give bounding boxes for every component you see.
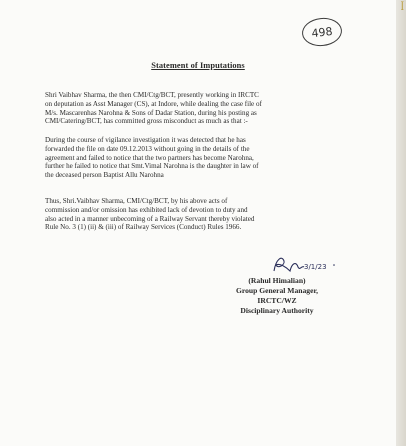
- paragraph-3-line: Rule No. 3 (1) (ii) & (iii) of Railway Services (Conduct) Rules 1966.: [45, 223, 242, 232]
- paragraph-1: [45, 91, 345, 126]
- paragraph-1-line: on deputation as Asst Manager (CS), at Indore, while dealing the case file of: [45, 99, 262, 108]
- signatory-block: [217, 276, 337, 316]
- paragraph-1-line: Shri Vaibhav Sharma, the then CMI/Ctg/BCT, presently working in IRCTC: [45, 91, 259, 99]
- paragraph-1-line: CMI/Catering/BCT, has committed gross misconduct as much as that :-: [45, 117, 248, 126]
- paragraph-2-line: the deceased person Baptist Allu Narohna: [45, 171, 164, 180]
- signatory-office: IRCTC/WZ: [257, 296, 297, 305]
- signatory-name: (Rahul Himalian): [248, 276, 306, 285]
- signature-date: 3/1/23: [304, 263, 327, 271]
- paragraph-2-line: During the course of vigilance investigation it was detected that he has: [45, 136, 246, 144]
- page-edge: [396, 0, 406, 446]
- paragraph-3: [45, 197, 345, 232]
- paragraph-3-line: Thus, Shri.Vaibhav Sharma, CMI/Ctg/BCT, by his above acts of: [45, 197, 228, 205]
- signatory-designation: Group General Manager,: [235, 286, 319, 295]
- handwritten-signature: [270, 253, 340, 277]
- signatory-role: Disciplinary Authority: [240, 306, 314, 315]
- paragraph-2: [45, 136, 345, 180]
- document-title: Statement of Imputations: [151, 61, 245, 70]
- paragraph-3-line: also acted in a manner unbecoming of a Railway Servant thereby violated: [45, 214, 255, 223]
- page-number-stamp: [301, 16, 344, 48]
- paragraph-2-line: forwarded the file on date 09.12.2013 without going in the details of the: [45, 144, 250, 153]
- paragraph-2-line: further he failed to notice that Smt.Vimal Narohna is the daughter in law of: [45, 162, 259, 171]
- page-number: 498: [310, 24, 334, 40]
- paragraph-1-line: M/s. Mascarenhas Narohna & Sons of Dadar Station, during his posting as: [45, 108, 257, 117]
- paragraph-2-line: agreement and failed to notice that the two partners has become Narohna,: [45, 153, 254, 162]
- paragraph-3-line: commission and/or omission has exhibited lack of devotion to duty and: [45, 205, 248, 214]
- edge-mark-icon: ꟾ: [400, 2, 404, 12]
